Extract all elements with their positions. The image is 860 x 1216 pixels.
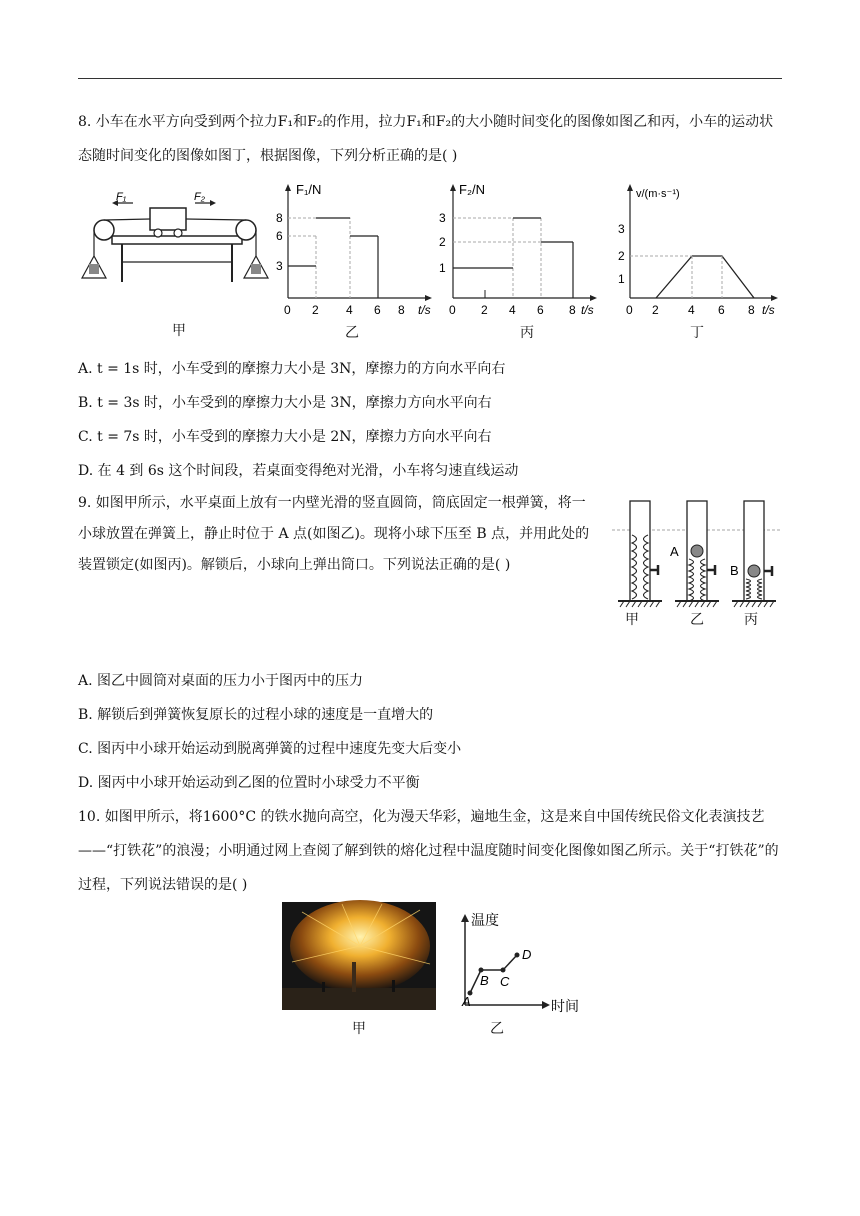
bing-ytick: 1 [439,261,446,275]
q10-stem: 10. 如图甲所示，将1600°C 的铁水抛向高空，化为漫天华彩，遍地生金，这是来自中国传统民俗文化表演技艺——“打铁花”的浪漫；小明通过网上查阅了解到铁的熔化过程中温度随时间变化图像如图乙所示。关于“打铁花”的过程，下列说法错误的是( ) [78,809,779,893]
bing-ylabel: F₂/N [459,182,485,197]
yi-xtick: 2 [312,303,319,317]
ding-ytick: 1 [618,272,625,286]
tube-yi [670,501,719,607]
q9-option-c: C. 图丙中小球开始运动到脱离弹簧的过程中速度先变大后变小 [78,741,462,757]
yi-xtick: 0 [284,303,291,317]
ding-ytick: 2 [618,249,625,263]
bing-ytick: 3 [439,211,446,225]
caption-bing: 丙 [520,325,534,341]
q9-option-d: D. 图丙中小球开始运动到乙图的位置时小球受力不平衡 [78,775,420,791]
yi-ytick: 8 [276,211,283,225]
q8-option-b: B. t = 3s 时，小车受到的摩擦力大小是 3N，摩擦力方向水平向右 [78,395,492,411]
ding-xtick: 0 [626,303,633,317]
q9-option-a: A. 图乙中圆筒对桌面的压力小于图丙中的压力 [78,673,364,689]
q9-option-b: B. 解锁后到弹簧恢复原长的过程小球的速度是一直增大的 [78,707,434,723]
caption-q10-jia: 甲 [352,1021,366,1037]
point-b-label: B [730,563,739,578]
q8-option-a: A. t = 1s 时，小车受到的摩擦力大小是 3N，摩擦力的方向水平向右 [78,361,506,377]
ding-ylabel: v/(m·s⁻¹) [636,188,680,200]
q8-option-d: D. 在 4 到 6s 这个时间段，若桌面变得绝对光滑，小车将匀速直线运动 [78,463,519,479]
bing-xlabel: t/s [581,303,594,317]
q9-stem: 9. 如图甲所示，水平桌面上放有一内壁光滑的竖直圆筒，筒底固定一根弹簧，将一小球放置在弹簧上，静止时位于 A 点(如图乙)。现将小球下压至 B 点，并用此处的装置锁定(如图丙)。解锁后，小球向上弹出筒口。下列说法正确的是( ) [78,495,590,573]
f2-label: F₂ [194,191,205,203]
bing-xtick: 4 [509,303,516,317]
ding-xtick: 6 [718,303,725,317]
yi-ylabel: F₁/N [296,182,322,197]
q10-melting-graph [455,905,595,1020]
q8-figure-ding [618,180,788,325]
q8-option-c: C. t = 7s 时，小车受到的摩擦力大小是 2N，摩擦力方向水平向右 [78,429,492,445]
bing-xtick: 8 [569,303,576,317]
caption-jia: 甲 [172,323,186,339]
caption-q9-yi: 乙 [690,612,704,628]
point-a: A [462,994,471,1009]
header-rule [78,78,782,79]
ding-xtick: 8 [748,303,755,317]
point-a-label: A [670,544,679,559]
yi-xtick: 6 [374,303,381,317]
point-d: D [522,947,532,962]
bing-ytick: 2 [439,235,446,249]
caption-q9-bing: 丙 [744,612,758,628]
yi-xtick: 4 [346,303,353,317]
ding-ytick: 3 [618,222,625,236]
point-c: C [500,974,510,989]
caption-q10-yi: 乙 [490,1021,504,1037]
ding-xtick: 4 [688,303,695,317]
ding-xlabel: t/s [762,303,775,317]
yi-xtick: 8 [398,303,405,317]
tube-jia [618,501,662,607]
yi-ytick: 6 [276,229,283,243]
caption-yi: 乙 [345,325,359,341]
caption-ding: 丁 [690,325,704,341]
yi-xlabel: t/s [418,303,431,317]
q8-figure-bing [439,180,605,325]
q8-figure-jia [78,190,278,310]
yi-ytick: 3 [276,259,283,273]
bing-xtick: 0 [449,303,456,317]
ding-xtick: 2 [652,303,659,317]
bing-xtick: 6 [537,303,544,317]
f1-label: F₁ [116,191,127,203]
tube-bing [730,501,776,607]
point-b: B [480,973,489,988]
q8-figure-yi [276,180,440,325]
caption-q9-jia: 甲 [625,612,639,628]
graph-ylabel: 温度 [471,912,499,928]
q8-stem: 8. 小车在水平方向受到两个拉力F₁和F₂的作用，拉力F₁和F₂的大小随时间变化的图像如图乙和丙，小车的运动状态随时间变化的图像如图丁，根据图像，下列分析正确的是( ) [78,114,774,164]
iron-flower-photo [282,902,436,1010]
bing-xtick: 2 [481,303,488,317]
graph-xlabel: 时间 [551,998,579,1014]
